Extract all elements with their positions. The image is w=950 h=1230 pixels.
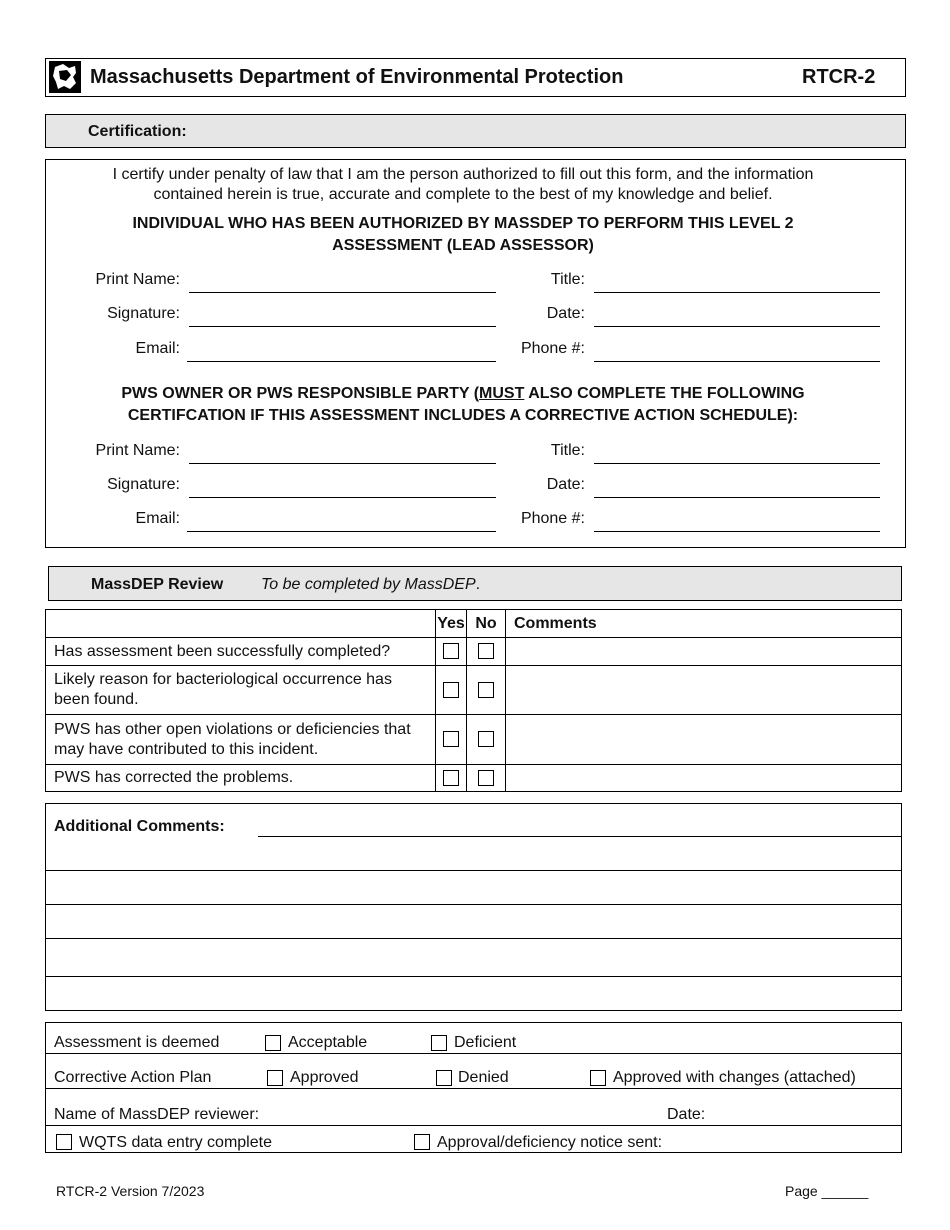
certify-statement-1: I certify under penalty of law that I am the person authorized to fill out this form, and the information <box>112 166 814 183</box>
lead-date-field[interactable] <box>594 326 880 327</box>
deficient-label: Deficient <box>454 1034 517 1051</box>
no-cell <box>467 666 506 715</box>
footer-version: RTCR-2 Version 7/2023 <box>56 1183 205 1199</box>
yes-checkbox[interactable] <box>443 770 459 786</box>
owner-heading-1 <box>45 385 881 403</box>
review-table <box>45 609 902 792</box>
table-row <box>46 666 902 715</box>
lead-title-label: Title: <box>550 271 585 288</box>
review-question: Has assessment been successfully completed? <box>46 638 436 666</box>
lead-phone-field[interactable] <box>594 361 880 362</box>
massdep-logo <box>49 61 81 93</box>
review-title: MassDEP Review <box>91 576 224 593</box>
owner-date-field[interactable] <box>594 497 880 498</box>
wqts-checkbox[interactable] <box>56 1134 72 1150</box>
certify-statement-2: contained herein is true, accurate and complete to the best of my knowledge and belief. <box>153 186 773 203</box>
deemed-label: Assessment is deemed <box>54 1034 220 1051</box>
owner-heading-2: CERTIFCATION IF THIS ASSESSMENT INCLUDES A CORRECTIVE ACTION SCHEDULE): <box>127 407 799 424</box>
lead-title-field[interactable] <box>594 292 880 293</box>
no-checkbox[interactable] <box>478 770 494 786</box>
denied-label: Denied <box>458 1069 509 1086</box>
owner-email-label: Email: <box>135 510 180 527</box>
review-subtitle-text: To be completed by MassDEP <box>261 576 476 593</box>
lead-heading-2: ASSESSMENT (LEAD ASSESSOR) <box>332 237 594 254</box>
reviewer-date-label: Date: <box>667 1106 706 1123</box>
comment-line-3[interactable] <box>45 904 902 905</box>
table-row <box>46 715 902 765</box>
yes-checkbox[interactable] <box>443 643 459 659</box>
deficient-checkbox[interactable] <box>431 1035 447 1051</box>
determination-divider-3 <box>45 1125 902 1126</box>
approved-changes-checkbox[interactable] <box>590 1070 606 1086</box>
table-row <box>46 765 902 792</box>
cap-label: Corrective Action Plan <box>54 1069 212 1086</box>
no-cell <box>467 765 506 792</box>
notice-label: Approval/deficiency notice sent: <box>437 1134 663 1151</box>
no-cell <box>467 638 506 666</box>
lead-signature-label: Signature: <box>107 305 180 322</box>
owner-title-field[interactable] <box>594 463 880 464</box>
review-subtitle-period: . <box>475 576 481 593</box>
no-checkbox[interactable] <box>478 731 494 747</box>
yes-cell <box>436 765 467 792</box>
form-code: RTCR-2 <box>802 66 876 88</box>
approved-checkbox[interactable] <box>267 1070 283 1086</box>
no-checkbox[interactable] <box>478 643 494 659</box>
acceptable-label: Acceptable <box>288 1034 368 1051</box>
owner-date-label: Date: <box>546 476 585 493</box>
comment-line-5[interactable] <box>45 976 902 977</box>
agency-title: Massachusetts Department of Environmental Protection <box>90 66 624 88</box>
comment-line-2[interactable] <box>45 870 902 871</box>
comments-cell[interactable] <box>506 715 902 765</box>
no-cell <box>467 715 506 765</box>
approved-changes-label: Approved with changes (attached) <box>613 1069 856 1086</box>
comment-line-4[interactable] <box>45 938 902 939</box>
yes-header: Yes <box>436 610 467 638</box>
lead-print-name-label: Print Name: <box>95 271 180 288</box>
comments-cell[interactable] <box>506 765 902 792</box>
owner-heading-must: MUST <box>479 385 525 402</box>
reviewer-label: Name of MassDEP reviewer: <box>54 1106 260 1123</box>
denied-checkbox[interactable] <box>436 1070 452 1086</box>
yes-checkbox[interactable] <box>443 682 459 698</box>
review-question: Likely reason for bacteriological occurrence has been found. <box>46 666 436 715</box>
yes-cell <box>436 666 467 715</box>
owner-signature-label: Signature: <box>107 476 180 493</box>
wqts-label: WQTS data entry complete <box>79 1134 272 1151</box>
lead-signature-field[interactable] <box>189 326 496 327</box>
approved-label: Approved <box>290 1069 359 1086</box>
owner-heading-post: ALSO COMPLETE THE FOLLOWING <box>524 385 805 402</box>
owner-phone-field[interactable] <box>594 531 880 532</box>
lead-date-label: Date: <box>546 305 585 322</box>
no-checkbox[interactable] <box>478 682 494 698</box>
owner-print-name-field[interactable] <box>189 463 496 464</box>
review-question: PWS has corrected the problems. <box>46 765 436 792</box>
footer-page: Page ______ <box>785 1183 869 1199</box>
comment-line-1[interactable] <box>258 836 902 837</box>
owner-title-label: Title: <box>550 442 585 459</box>
notice-checkbox[interactable] <box>414 1134 430 1150</box>
acceptable-checkbox[interactable] <box>265 1035 281 1051</box>
review-header-row <box>46 610 902 638</box>
lead-email-label: Email: <box>135 340 180 357</box>
lead-phone-label: Phone #: <box>520 340 585 357</box>
additional-comments-label: Additional Comments: <box>54 818 225 835</box>
comments-cell[interactable] <box>506 638 902 666</box>
comments-cell[interactable] <box>506 666 902 715</box>
owner-signature-field[interactable] <box>189 497 496 498</box>
table-row <box>46 638 902 666</box>
question-header <box>46 610 436 638</box>
yes-checkbox[interactable] <box>443 731 459 747</box>
review-subtitle <box>261 576 480 594</box>
yes-cell <box>436 715 467 765</box>
lead-heading-1: INDIVIDUAL WHO HAS BEEN AUTHORIZED BY MASSDEP TO PERFORM THIS LEVEL 2 <box>132 215 794 232</box>
owner-heading-pre: PWS OWNER OR PWS RESPONSIBLE PARTY ( <box>121 385 480 402</box>
determination-divider-1 <box>45 1053 902 1054</box>
review-question: PWS has other open violations or deficiencies that may have contributed to this incident. <box>46 715 436 765</box>
determination-divider-2 <box>45 1088 902 1089</box>
lead-email-field[interactable] <box>187 361 496 362</box>
lead-print-name-field[interactable] <box>189 292 496 293</box>
no-header: No <box>467 610 506 638</box>
owner-phone-label: Phone #: <box>520 510 585 527</box>
comments-header: Comments <box>506 610 902 638</box>
owner-email-field[interactable] <box>187 531 496 532</box>
yes-cell <box>436 638 467 666</box>
owner-print-name-label: Print Name: <box>95 442 180 459</box>
certification-title: Certification: <box>88 123 187 140</box>
